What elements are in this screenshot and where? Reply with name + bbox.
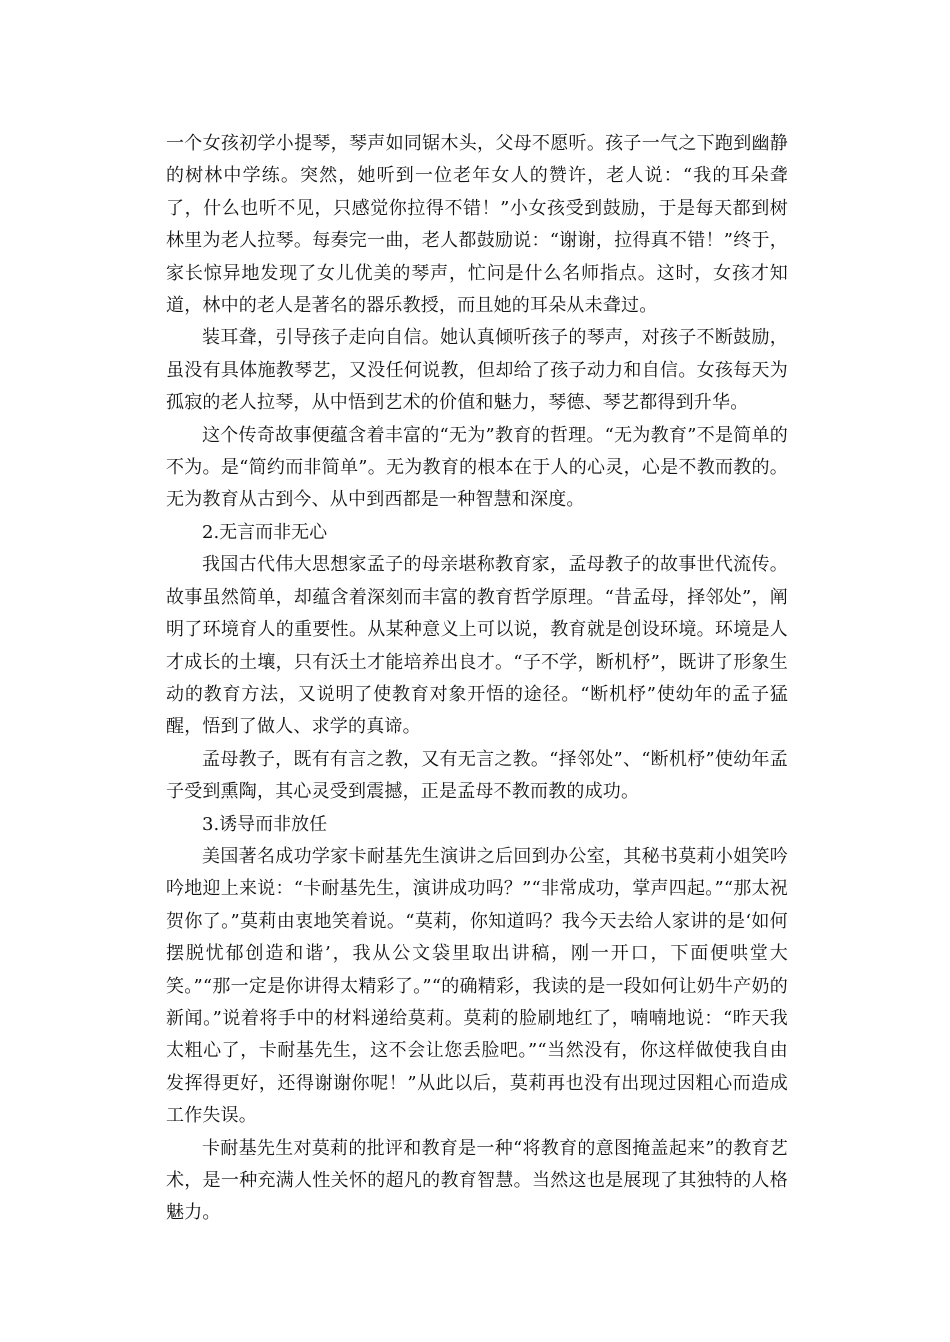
paragraph-wuwei-education: 这个传奇故事便蕴含着丰富的“无为”教育的哲理。“无为教育”不是简单的不为。是“简约而非简单”。无为教育的根本在于人的心灵，心是不教而教的。无为教育从古到今、从中到西都是一种智慧和深度。 (166, 424, 788, 511)
paragraph-violin-story: 一个女孩初学小提琴，琴声如同锯木头，父母不愿听。孩子一气之下跑到幽静的树林中学练。突然，她听到一位老年女人的赞许，老人说：“我的耳朵聋了，什么也听不见，只感觉你拉得不错！”小女孩受到鼓励，于是每天都到树林里为老人拉琴。每奏完一曲，老人都鼓励说：“谢谢，拉得真不错！”终于，家长惊异地发现了女儿优美的琴声，忙问是什么名师指点。这时，女孩才知道，林中的老人是著名的器乐教授，而且她的耳朵从未聋过。 (166, 133, 788, 317)
section-heading-2: 2.无言而非无心 (202, 521, 328, 543)
paragraph-mencius-mother: 我国古代伟大思想家孟子的母亲堪称教育家，孟母教子的故事世代流传。故事虽然简单，却蕴含着深刻而丰富的教育哲学原理。“昔孟母，择邻处”，阐明了环境育人的重要性。从某种意义上可以说，教育就是创设环境。环境是人才成长的土壤，只有沃土才能培养出良才。“子不学，断机杼”，既讲了形象生动的教育方法，又说明了使教育对象开悟的途径。“断机杼”使幼年的孟子猛醒，悟到了做人、求学的真谛。 (166, 554, 788, 738)
document-page (166, 128, 788, 1230)
paragraph-carnegie-story: 美国著名成功学家卡耐基先生演讲之后回到办公室，其秘书莫莉小姐笑吟吟地迎上来说：“卡耐基先生，演讲成功吗？”“非常成功，掌声四起。”“那太祝贺你了。”莫莉由衷地笑着说。“莫莉，你知道吗？我今天去给人家讲的是‘如何摆脱忧郁创造和谐’，我从公文袋里取出讲稿，刚一开口，下面便哄堂大笑。”“那一定是你讲得太精彩了。”“的确精彩，我读的是一段如何让奶牛产奶的新闻。”说着将手中的材料递给莫莉。莫莉的脸刷地红了，喃喃地说：“昨天我太粗心了，卡耐基先生，这不会让您丢脸吧。”“当然没有，你这样做使我自由发挥得更好，还得谢谢你呢！”从此以后，莫莉再也没有出现过因粗心而造成工作失误。 (166, 845, 788, 1127)
paragraph-mencius-summary: 孟母教子，既有有言之教，又有无言之教。“择邻处”、“断机杼”使幼年孟子受到熏陶，其心灵受到震撼，正是孟母不教而教的成功。 (166, 748, 788, 803)
paragraph-carnegie-summary: 卡耐基先生对莫莉的批评和教育是一种“将教育的意图掩盖起来”的教育艺术，是一种充满人性关怀的超凡的教育智慧。当然这也是展现了其独特的人格魅力。 (166, 1137, 788, 1224)
section-heading-3: 3.诱导而非放任 (202, 813, 328, 835)
paragraph-pretend-deaf: 装耳聋，引导孩子走向自信。她认真倾听孩子的琴声，对孩子不断鼓励，虽没有具体施教琴艺，又没任何说教，但却给了孩子动力和自信。女孩每天为孤寂的老人拉琴，从中悟到艺术的价值和魅力，琴德、琴艺都得到升华。 (166, 327, 788, 414)
